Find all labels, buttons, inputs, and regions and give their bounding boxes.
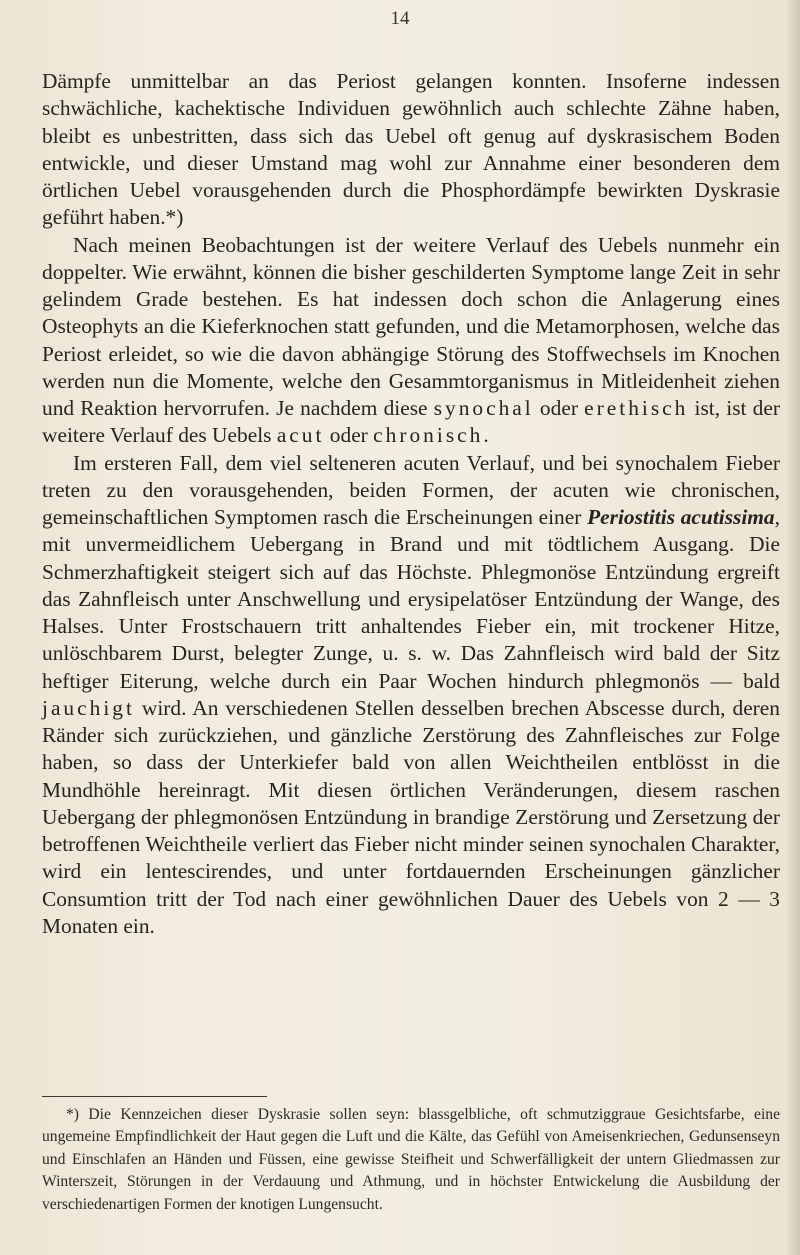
term-periostitis-acutissima: Periostitis acutissima [587,505,775,529]
paragraph-3: Im ersteren Fall, dem viel selteneren acuten Verlauf, und bei synochalem Fieber treten zu den vorausgehenden, beiden Formen, der acuten wie chronischen, gemeinschaftlichen Symptomen rasch die Erscheinungen einer Periostitis acutissima, mit unvermeidlichem Uebergang in Brand und mit tödtlichem Ausgang. Die Schmerzhaftigkeit steigert sich auf das Höchste. Phlegmonöse Entzündung ergreift das Zahnfleisch unter Anschwellung und erysipelatöser Entzündung der Wange, des Halses. Unter Frostschauern tritt anhaltendes Fieber ein, mit trockener Hitze, unlöschbarem Durst, belegter Zunge, u. s. w. Das Zahnfleisch wird bald der Sitz heftiger Eiterung, welche durch ein Paar Wochen hindurch phlegmonös — bald jauchigt wird. An verschiedenen Stellen desselben brechen Abscesse durch, deren Ränder sich zurückziehen, und gänzliche Zerstörung des Zahnfleisches zur Folge haben, so dass der Unterkiefer bald von allen Weichtheilen entblösst in die Mundhöhle hereinragt. Mit diesen örtlichen Veränderungen, diesem raschen Uebergang der phlegmonösen Entzündung in brandige Zerstörung und Zersetzung der betroffenen Weichtheile verliert das Fieber nicht minder seinen synochalen Charakter, wird ein lentescirendes, und unter fortdauernden Erscheinungen gänzlicher Consumtion tritt der Tod nach einer gewöhnlichen Dauer des Uebels von 2 — 3 Monaten ein. [42,450,780,938]
emphasis-erethisch: erethisch [584,396,689,420]
emphasis-acut: acut [276,423,325,448]
emphasis-jauchigt: jauchigt [42,695,135,720]
footnote-text: *) Die Kennzeichen dieser Dyskrasie sollen seyn: blassgelbliche, oft schmutziggraue Gesichtsfarbe, eine ungemeine Empfindlichkeit der Haut gegen die Luft und die Kälte, das Gefühl von Ameisenkriechen, Gedunsenseyn und Einschlafen an Händen und Füssen, eine gewisse Steifheit und Schwerfälligkeit der untern Gliedmassen zur Winterszeit, Störungen in der Verdauung und Athmung, und in höchster Entwickelung die Ausbildung der verschiedenartigen Formen der knotigen Lungensucht. [42,1106,780,1213]
paragraph-2: Nach meinen Beobachtungen ist der weitere Verlauf des Uebels nunmehr ein doppelter. Wie erwähnt, können die bisher geschilderten Symptome lange Zeit in sehr gelindem Grade bestehen. Es hat indessen doch schon die Anlagerung eines Osteophyts an die Kieferknochen statt gefunden, und die Metamorphosen, welche das Periost erleidet, so wie die davon abhängige Störung des Stoffwechsels im Knochen werden nun die Momente, welche den Gesammtorganismus in Mitleidenheit ziehen und Reaktion hervorrufen. Je nachdem diese synochal oder erethisch ist, ist der weitere Verlauf des Uebels acut oder chronisch. [42,232,780,448]
footnote [42,1104,780,1216]
emphasis-synochal: synochal [433,396,534,420]
main-text [42,68,780,940]
paragraph-1: Dämpfe unmittelbar an das Periost gelangen konnten. Insoferne indessen schwächliche, kachektische Individuen gewöhnlich auch schlechte Zähne haben, bleibt es unbestritten, dass sich das Uebel oft genug auf dyskrasischem Boden entwickle, und dieser Umstand mag wohl zur Annahme einer besonderen dem örtlichen Uebel vorausgehenden durch die Phosphordämpfe bewirkten Dyskrasie geführt haben.*) [42,69,780,230]
emphasis-chronisch: chronisch [373,423,484,448]
footnote-divider [42,1096,267,1097]
page-edge-shadow [786,0,800,1255]
page-number: 14 [390,8,410,29]
